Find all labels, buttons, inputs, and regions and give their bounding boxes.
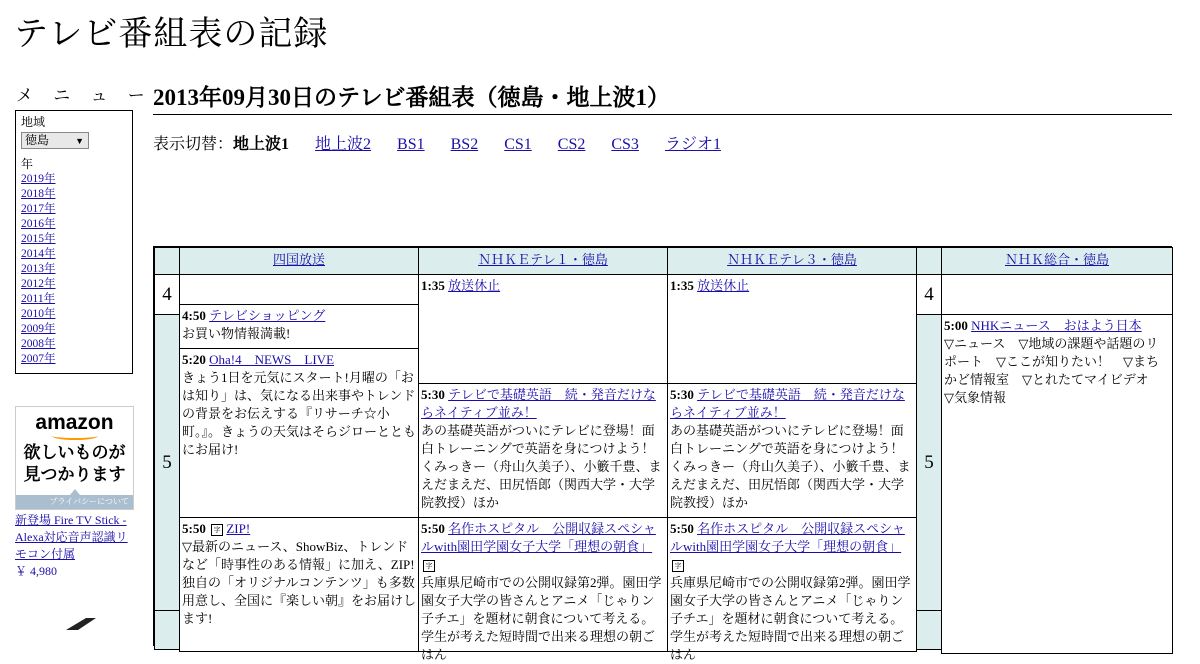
page-heading: 2013年09月30日のテレビ番組表（徳島・地上波1） [153, 84, 1172, 115]
channel-header [179, 247, 419, 275]
program-cell: 1:35 放送休止 [667, 274, 917, 384]
menu-heading: メ ニ ュ ー [16, 86, 153, 105]
switch-link[interactable]: BS1 [397, 136, 425, 153]
site-title: テレビ番組表の記録 [14, 16, 329, 53]
hour-cell: 4 [916, 274, 942, 315]
current-broadcast: 地上波1 [233, 136, 290, 153]
channel-header [667, 247, 917, 275]
program-cell: 5:00 NHKニュース おはよう日本 ▽ニュース ▽地域の課題や話題のリポート ▽ここが知りたい！ ▽まちかど情報室 ▽とれたてマイビデオ ▽気象情報 [941, 314, 1173, 654]
program-cell: 5:30 テレビで基礎英語 続・発音だけならネイティブ並み！ あの基礎英語がついにテレビに登場！面白トレーニングで英語を身につけよう！くみっきー（舟山久美子）、小籔千豊、まえだまえだ、田尻悟郎（関西大学・大学院教授）ほか [418, 383, 668, 518]
program-cell: 5:50 字 ZIP! ▽最新のニュース、ShowBiz、トレンドなど「時事性のある情報」に加え、ZIP!独自の「オリジナルコンテンツ」も多数用意し、全国に『楽しい朝』をお届けします! [179, 517, 419, 652]
year-link[interactable]: 2017年 [21, 203, 56, 215]
region-label: 地域 [21, 115, 46, 129]
ad-tagline: 欲しいものが 見つかります [23, 443, 126, 484]
program-cell: 4:50 テレビショッピング お買い物情報満載! [179, 304, 419, 349]
ad-price: ￥ 4,980 [15, 564, 58, 578]
region-select[interactable] [21, 132, 89, 149]
region-select-value: 徳島 [25, 133, 50, 147]
year-link[interactable]: 2015年 [21, 233, 56, 245]
hour-cell [916, 610, 942, 650]
side-menu [15, 110, 133, 374]
switch-link[interactable]: BS2 [450, 136, 479, 153]
dropdown-arrow-icon: ▼ [75, 136, 84, 146]
program-link[interactable]: テレビで基礎英語 続・発音だけならネイティブ並み！ [670, 387, 905, 420]
hour-cell: 4 [154, 274, 180, 315]
program-link[interactable]: 放送休止 [697, 278, 750, 293]
amazon-ad-banner[interactable] [15, 406, 134, 510]
year-link[interactable]: 2009年 [21, 323, 56, 335]
switch-link[interactable]: CS2 [557, 136, 586, 153]
year-link[interactable]: 2019年 [21, 173, 56, 185]
year-link[interactable]: 2007年 [21, 353, 56, 365]
year-link[interactable]: 2014年 [21, 248, 56, 260]
hour-cell: 5 [916, 314, 942, 611]
program-cell [941, 274, 1173, 315]
program-cell [179, 274, 419, 305]
ad-privacy-bar[interactable]: プライバシーについて [16, 495, 133, 509]
corner-cell [916, 247, 942, 275]
fire-tv-stick-image[interactable] [56, 612, 116, 630]
year-link[interactable]: 2011年 [21, 293, 56, 305]
broadcast-switcher [153, 135, 721, 155]
year-link[interactable]: 2010年 [21, 308, 56, 320]
switch-link[interactable]: CS1 [504, 136, 532, 153]
year-link[interactable]: 2016年 [21, 218, 56, 230]
program-link[interactable]: テレビで基礎英語 続・発音だけならネイティブ並み！ [421, 387, 656, 420]
channel-link[interactable]: 四国放送 [272, 252, 325, 267]
channel-header [418, 247, 668, 275]
program-link[interactable]: 名作ホスピタル 公開収録スペシャルwith園田学園女子大学「理想の朝食」 [670, 521, 905, 554]
corner-cell [154, 247, 180, 275]
program-link[interactable]: NHKニュース おはよう日本 [971, 318, 1142, 333]
program-link[interactable]: 放送休止 [448, 278, 501, 293]
year-link[interactable]: 2012年 [21, 278, 56, 290]
year-link[interactable]: 2018年 [21, 188, 56, 200]
program-cell: 5:50 名作ホスピタル 公開収録スペシャルwith園田学園女子大学「理想の朝食」 字 兵庫県尼崎市での公開収録第2弾。園田学園女子大学の皆さんとアニメ「じゃりン子チエ」を題材に朝食について考える。学生が考えた短時間で出来る理想の朝ごはん [418, 517, 668, 652]
ad-product[interactable] [15, 512, 133, 580]
collapse-arrow-icon[interactable] [70, 489, 80, 495]
program-link[interactable]: テレビショッピング [209, 308, 326, 323]
year-link[interactable]: 2008年 [21, 338, 56, 350]
year-list [21, 172, 127, 367]
amazon-logo: amazon [35, 411, 114, 434]
subtitle-badge-icon: 字 [672, 560, 684, 572]
switch-link[interactable]: CS3 [611, 136, 639, 153]
year-link[interactable]: 2013年 [21, 263, 56, 275]
channel-link[interactable]: ＮＨＫＥテレ３・徳島 [727, 252, 857, 267]
switch-label: 表示切替： [153, 136, 234, 153]
hour-cell [154, 610, 180, 650]
channel-header [941, 247, 1173, 275]
program-link[interactable]: 名作ホスピタル 公開収録スペシャルwith園田学園女子大学「理想の朝食」 [421, 521, 656, 554]
switch-link[interactable]: 地上波2 [315, 136, 372, 153]
switch-link[interactable]: ラジオ1 [664, 136, 721, 153]
program-grid [153, 246, 1172, 662]
channel-link[interactable]: ＮＨＫＥテレ１・徳島 [478, 252, 608, 267]
subtitle-badge-icon: 字 [211, 524, 223, 536]
year-label: 年 [21, 157, 34, 171]
program-link[interactable]: Oha!4 NEWS LIVE [209, 352, 335, 367]
channel-link[interactable]: ＮＨＫ総合・徳島 [1004, 252, 1109, 267]
hour-cell: 5 [154, 314, 180, 611]
program-cell: 5:50 名作ホスピタル 公開収録スペシャルwith園田学園女子大学「理想の朝食」 字 兵庫県尼崎市での公開収録第2弾。園田学園女子大学の皆さんとアニメ「じゃりン子チエ」を題材に朝食について考える。学生が考えた短時間で出来る理想の朝ごはん [667, 517, 917, 652]
program-cell: 5:30 テレビで基礎英語 続・発音だけならネイティブ並み！ あの基礎英語がついにテレビに登場！面白トレーニングで英語を身につけよう！くみっきー（舟山久美子）、小籔千豊、まえだまえだ、田尻悟郎（関西大学・大学院教授）ほか [667, 383, 917, 518]
subtitle-badge-icon: 字 [423, 560, 435, 572]
program-cell: 5:20 Oha!4 NEWS LIVE きょう1日を元気にスタート!月曜の「おは知り」は、気になる出来事やトレンドの背景をお伝えする『リサーチ☆小町。』。きょうの天気はそらジローとともにお届け! [179, 348, 419, 518]
ad-product-link[interactable]: 新登場 Fire TV Stick - Alexa対応音声認識リモコン付属 [15, 513, 128, 561]
program-cell: 1:35 放送休止 [418, 274, 668, 384]
program-link[interactable]: ZIP! [226, 521, 251, 536]
